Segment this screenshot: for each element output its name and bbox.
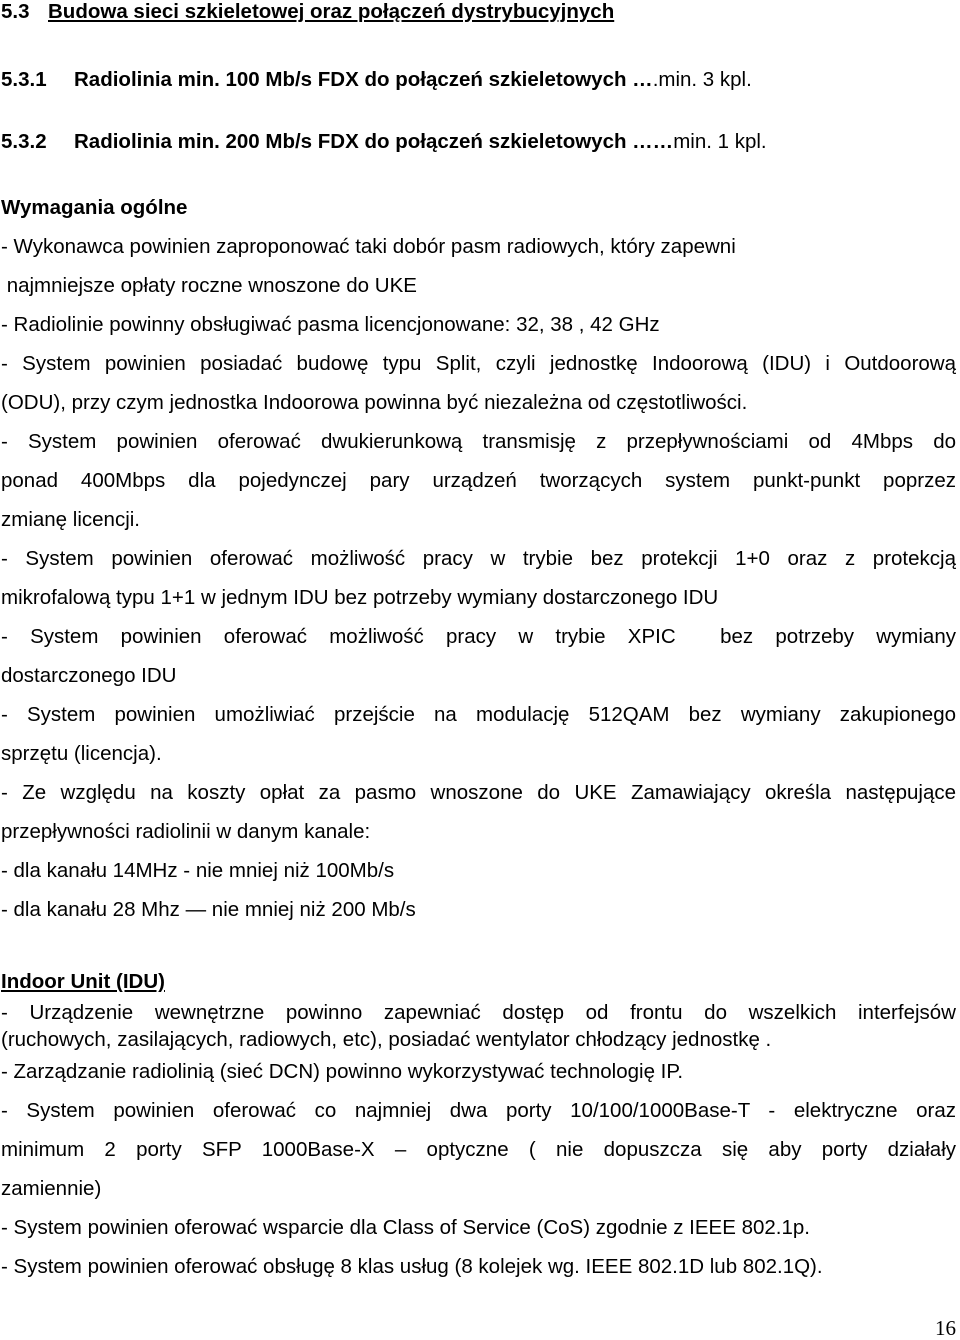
- subsection-heading: [1, 68, 752, 92]
- text-line: sprzętu (licencja).: [1, 742, 162, 765]
- text-line: - System powinien oferować co najmniej dwa porty 10/100/1000Base-T - elektryczne oraz: [1, 1099, 956, 1122]
- text-line: ponad 400Mbps dla pojedynczej pary urządzeń tworzących system punkt-punkt poprzez: [1, 469, 956, 492]
- text-line: - Radiolinie powinny obsługiwać pasma licencjonowane: 32, 38 , 42 GHz: [1, 313, 660, 336]
- text-line: - Ze względu na koszty opłat za pasmo wnoszone do UKE Zamawiający określa następujące: [1, 781, 956, 804]
- text-line: - System powinien oferować dwukierunkową transmisję z przepływnościami od 4Mbps do: [1, 430, 956, 453]
- text-line: - dla kanału 14MHz - nie mniej niż 100Mb/s: [1, 859, 395, 882]
- page-number: 16: [935, 1316, 956, 1340]
- text-line: - Urządzenie wewnętrzne powinno zapewniać dostęp od frontu do wszelkich interfejsów: [1, 1001, 956, 1024]
- text-line: - System powinien posiadać budowę typu Split, czyli jednostkę Indoorową (IDU) i Outdoorową: [1, 352, 956, 375]
- subsection-number: 5.3.1: [1, 68, 47, 91]
- subsection-heading: [1, 130, 767, 154]
- subsection-title: Radiolinia min. 200 Mb/s FDX do połączeń szkieletowych ……: [74, 130, 674, 153]
- text-line: mikrofalową typu 1+1 w jednym IDU bez potrzeby wymiany dostarczonego IDU: [1, 586, 719, 609]
- text-line: (ODU), przy czym jednostka Indoorowa powinna być niezależna od częstotliwości.: [1, 391, 748, 414]
- subsection-suffix: min. 1 kpl.: [673, 130, 767, 153]
- text-line: - System powinien oferować wsparcie dla Class of Service (CoS) zgodnie z IEEE 802.1p.: [1, 1216, 810, 1239]
- subsection-title: Radiolinia min. 100 Mb/s FDX do połączeń szkieletowych …: [74, 68, 653, 91]
- section-number: 5.3: [1, 0, 30, 23]
- text-line: przepływności radiolinii w danym kanale:: [1, 820, 371, 843]
- text-line: - Wykonawca powinien zaproponować taki dobór pasm radiowych, który zapewni: [1, 235, 736, 258]
- text-line: - Zarządzanie radiolinią (sieć DCN) powinno wykorzystywać technologię IP.: [1, 1060, 684, 1083]
- text-line: - System powinien umożliwiać przejście na modulację 512QAM bez wymiany zakupionego: [1, 703, 956, 726]
- text-line: najmniejsze opłaty roczne wnoszone do UKE: [1, 274, 417, 297]
- subsection-number: 5.3.2: [1, 130, 47, 153]
- text-line: minimum 2 porty SFP 1000Base-X – optyczne ( nie dopuszcza się aby porty działały: [1, 1138, 956, 1161]
- text-line: zmianę licencji.: [1, 508, 140, 531]
- section-heading: [1, 0, 614, 24]
- subsection-suffix: .min. 3 kpl.: [652, 68, 752, 91]
- text-line: zamiennie): [1, 1177, 102, 1200]
- text-line: dostarczonego IDU: [1, 664, 177, 687]
- text-line: - System powinien oferować obsługę 8 klas usług (8 kolejek wg. IEEE 802.1D lub 802.1Q).: [1, 1255, 823, 1278]
- text-line: (ruchowych, zasilających, radiowych, etc), posiadać wentylator chłodzący jednostkę .: [1, 1028, 772, 1051]
- section-title: Budowa sieci szkieletowej oraz połączeń dystrybucyjnych: [48, 0, 615, 23]
- text-line: - System powinien oferować możliwość pracy w trybie bez protekcji 1+0 oraz z protekcją: [1, 547, 956, 570]
- general-heading: Wymagania ogólne: [1, 196, 188, 219]
- text-line: - System powinien oferować możliwość pracy w trybie XPIC bez potrzeby wymiany: [1, 625, 956, 648]
- text-line: - dla kanału 28 Mhz — nie mniej niż 200 Mb/s: [1, 898, 416, 921]
- indoor-heading: Indoor Unit (IDU): [1, 970, 165, 993]
